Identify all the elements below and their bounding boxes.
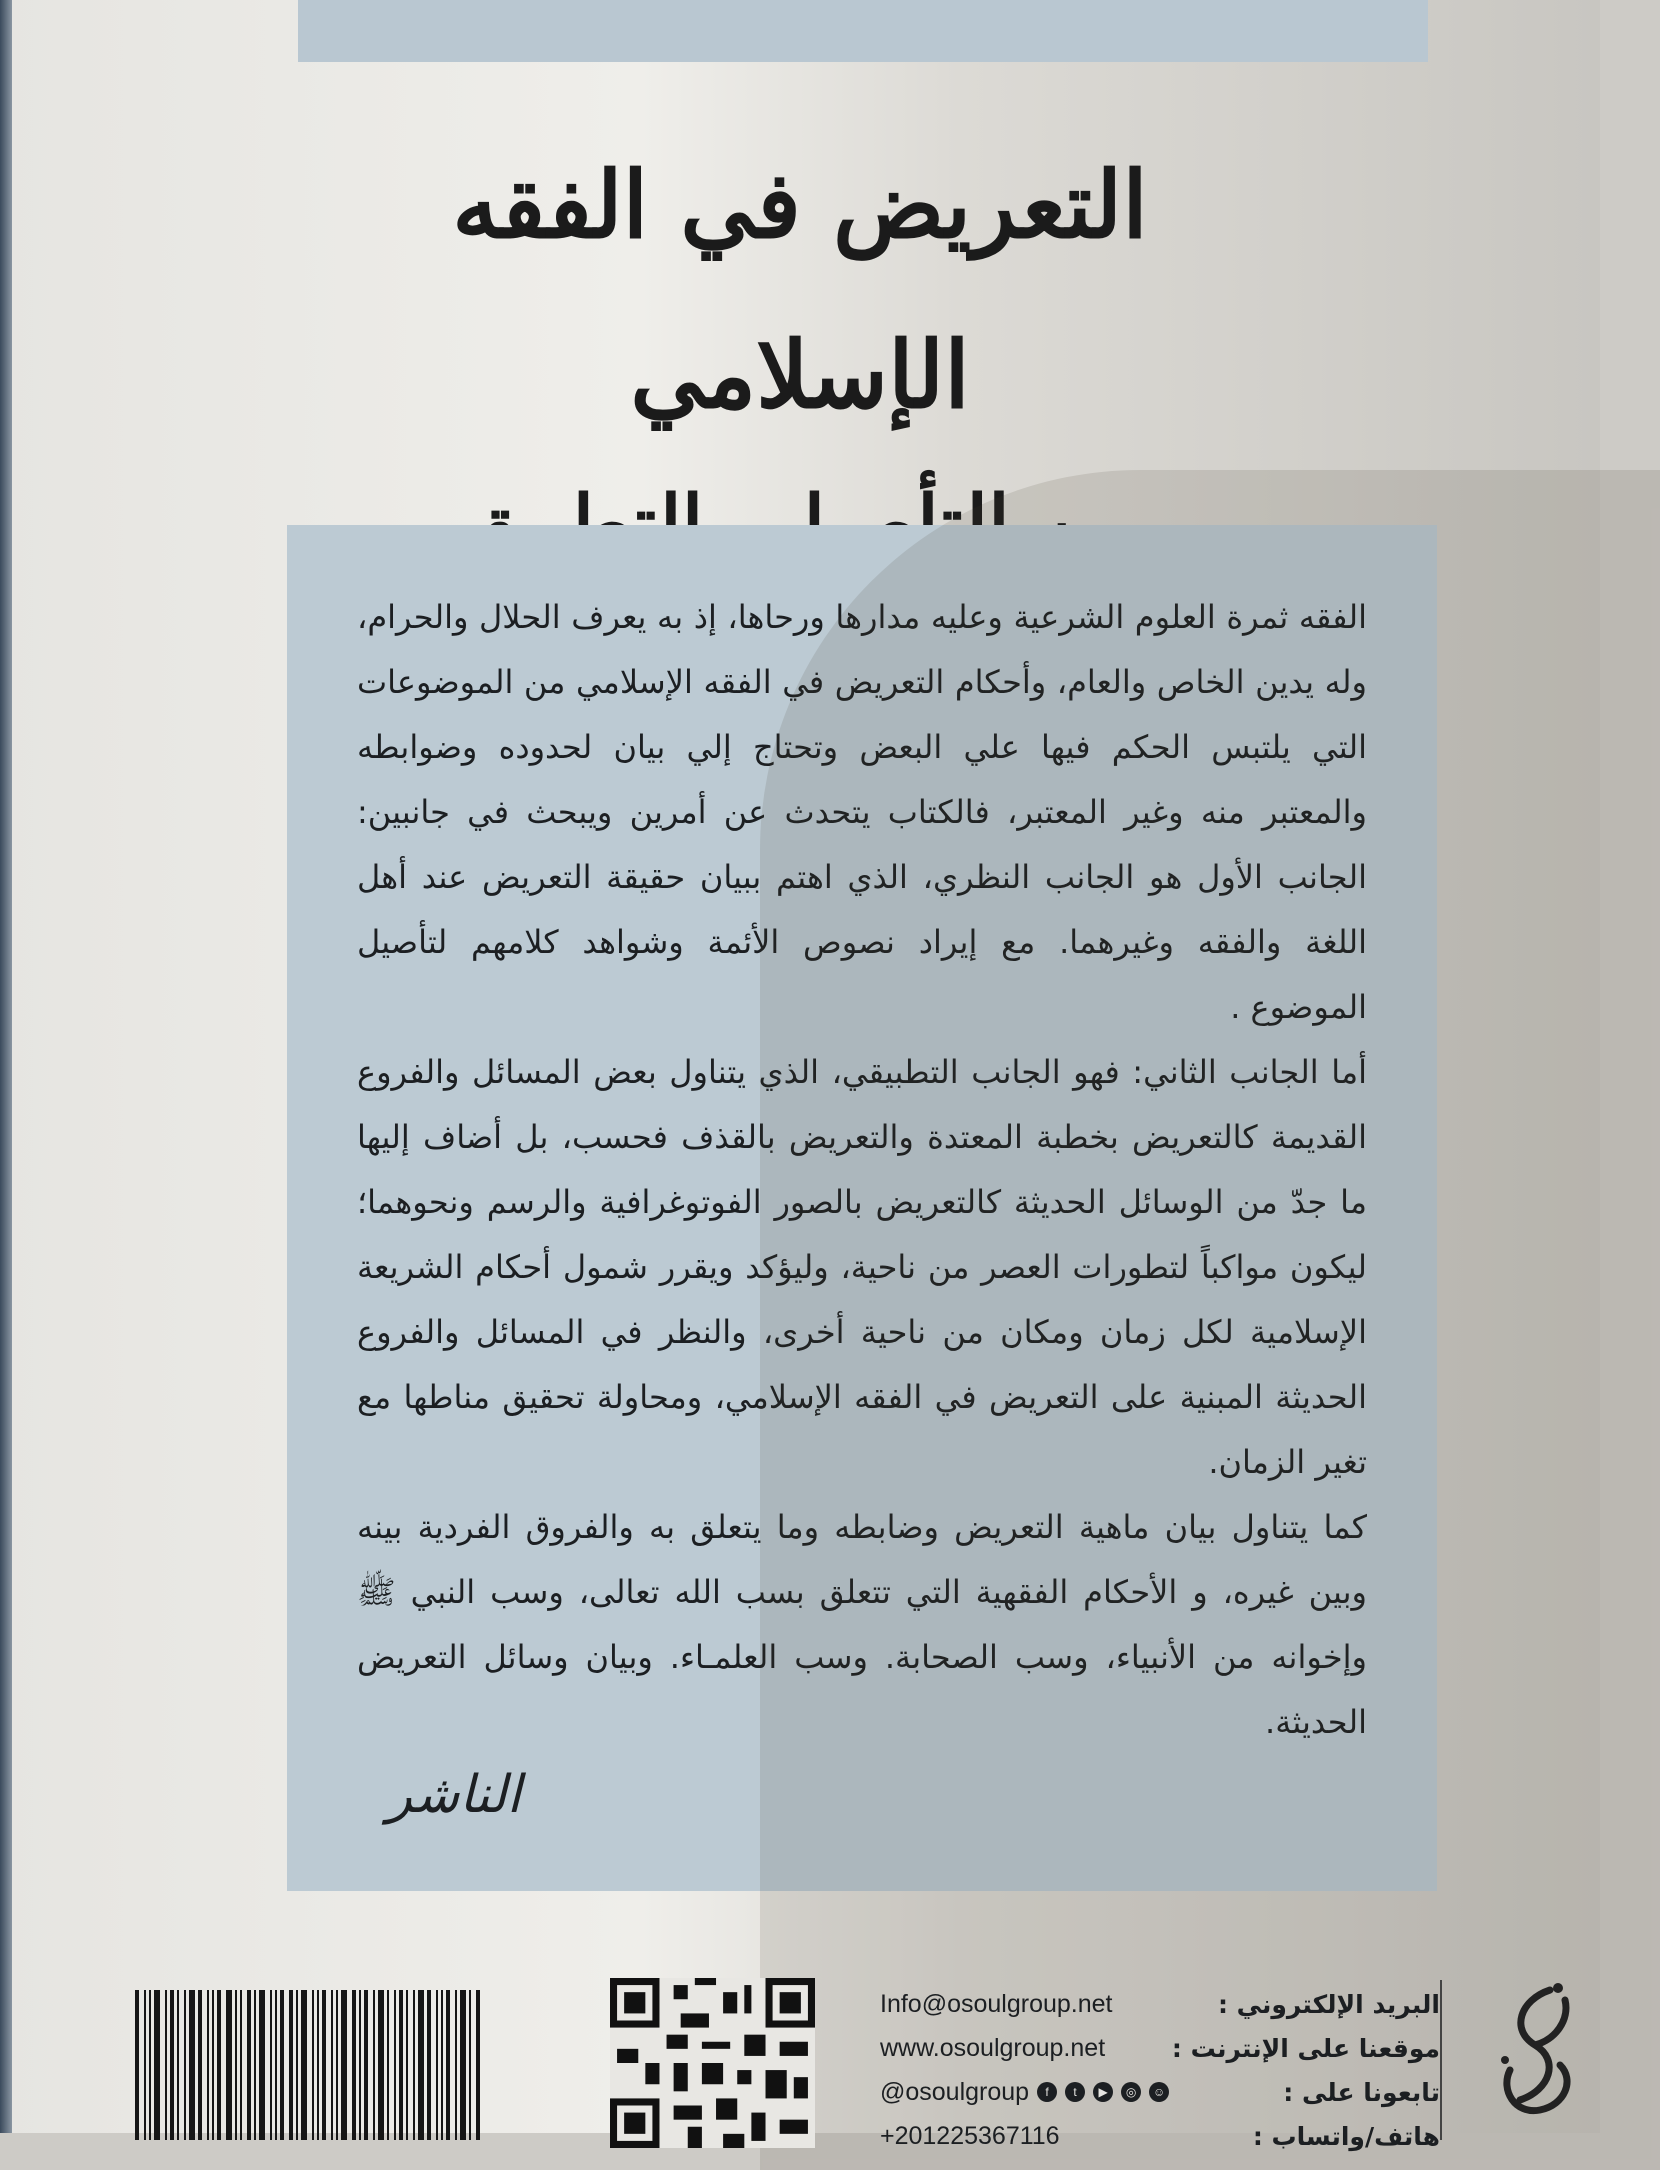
barcode-bar [275, 1990, 277, 2140]
instagram-icon[interactable]: ◎ [1121, 2082, 1141, 2102]
barcode [135, 1990, 520, 2140]
facebook-icon[interactable]: f [1037, 2082, 1057, 2102]
barcode-bar [212, 1990, 214, 2140]
barcode-bar [436, 1990, 438, 2140]
follow-label: تابعونا على : [1283, 2077, 1440, 2107]
barcode-bar [317, 1990, 319, 2140]
email-label: البريد الإلكتروني : [1217, 1989, 1440, 2019]
barcode-bar [394, 1990, 396, 2140]
barcode-bar [322, 1990, 326, 2140]
barcode-bar [154, 1990, 160, 2140]
barcode-bar [469, 1990, 471, 2140]
barcode-bar [373, 1990, 375, 2140]
phone-label: هاتف/واتساب : [1252, 2121, 1440, 2151]
contact-phone-row [880, 2114, 1440, 2158]
barcode-bar [280, 1990, 284, 2140]
barcode-bar [413, 1990, 415, 2140]
barcode-bar [441, 1990, 443, 2140]
barcode-bar [149, 1990, 151, 2140]
qr-code-icon [610, 1978, 815, 2148]
barcode-bar [446, 1990, 450, 2140]
email-value[interactable]: Info@osoulgroup.net [880, 1989, 1113, 2018]
website-value[interactable]: www.osoulgroup.net [880, 2033, 1106, 2062]
barcode-bar [378, 1990, 384, 2140]
barcode-bar [387, 1990, 389, 2140]
blurb-panel [287, 525, 1437, 1891]
top-color-band [298, 0, 1428, 62]
barcode-bar [170, 1990, 174, 2140]
barcode-bar [240, 1990, 242, 2140]
blurb-paragraph-2: أما الجانب الثاني: فهو الجانب التطبيقي، الذي يتناول بعض المسائل والفروع القديمة كالتعريض بخطبة المعتدة والتعريض بالقذف فحسب، بل أضاف إليها ما جدّ من الوسائل الحديثة كالتعريض بالصور الفوتوغرافية والرسم ونحوهما؛ ليكون مواكباً لتطورات العصر من ناحية، وليؤكد ويقرر شمول أحكام الشريعة الإسلامية لكل زمان ومكان من ناحية أخرى، والنظر في المسائل والفروع الحديثة المبنية على التعريض في الفقه الإسلامي، ومحاولة تحقيق مناطها مع تغير الزمان. [357, 1053, 1367, 1481]
book-title [300, 120, 1300, 590]
social-handle-group [880, 2078, 1169, 2107]
snapchat-icon[interactable]: ☺ [1149, 2082, 1169, 2102]
barcode-bar [226, 1990, 232, 2140]
barcode-bar [207, 1990, 209, 2140]
barcode-bar [144, 1990, 146, 2140]
footer [0, 1960, 1600, 2151]
contact-email-row [880, 1982, 1440, 2026]
barcode-bar [331, 1990, 333, 2140]
barcode-bar [359, 1990, 361, 2140]
spine-edge [0, 0, 12, 2133]
barcode-bar [165, 1990, 167, 2140]
barcode-bar [184, 1990, 186, 2140]
barcode-bar [235, 1990, 237, 2140]
barcode-bar [270, 1990, 272, 2140]
youtube-icon[interactable]: ▶ [1093, 2082, 1113, 2102]
barcode-bar [296, 1990, 298, 2140]
phone-value[interactable]: +201225367116 [880, 2121, 1060, 2150]
barcode-bar [352, 1990, 356, 2140]
social-handle[interactable]: @osoulgroup [880, 2077, 1030, 2106]
barcode-bar [198, 1990, 202, 2140]
title-main: التعريض في الفقه الإسلامي [452, 151, 1148, 429]
barcode-bar [189, 1990, 195, 2140]
publisher-contacts [880, 1982, 1440, 2158]
barcode-bar [254, 1990, 256, 2140]
barcode-bar [259, 1990, 265, 2140]
blurb-paragraph-1: الفقه ثمرة العلوم الشرعية وعليه مدارها ورحاها، إذ به يعرف الحلال والحرام، وله يدين الخاص والعام، وأحكام التعريض في الفقه الإسلامي من الموضوعات التي يلتبس الحكم فيها علي البعض وتحتاج إلي بيان لحدوده وضوابطه والمعتبر منه وغير المعتبر، فالكتاب يتحدث عن أمرين ويبحث في جانبين: الجانب الأول هو الجانب النظري، الذي اهتم ببيان حقيقة التعريض عند أهل اللغة والفقه وغيرهما. مع إيراد نصوص الأئمة وشواهد كلامهم لتأصيل الموضوع . [357, 598, 1367, 1026]
barcode-bar [364, 1990, 368, 2140]
twitter-icon[interactable]: t [1065, 2082, 1085, 2102]
barcode-bar [135, 1990, 139, 2140]
barcode-bar [177, 1990, 179, 2140]
blurb-paragraph-3: كما يتناول بيان ماهية التعريض وضابطه وما يتعلق به والفروق الفردية بينه وبين غيره، و الأحكام الفقهية التي تتعلق بسب الله تعالى، وسب النبي ﷺ وإخوانه من الأنبياء، وسب الصحابة. وسب العلمـاء. وبيان وسائل التعريض الحديثة. [357, 1508, 1367, 1741]
contact-social-row [880, 2070, 1440, 2114]
publisher-signature: الناشر [387, 1765, 522, 1825]
barcode-bar [336, 1990, 338, 2140]
barcode-bar [247, 1990, 251, 2140]
barcode-bar [406, 1990, 408, 2140]
barcode-bar [341, 1990, 347, 2140]
barcode-bar [455, 1990, 457, 2140]
barcode-bar [217, 1990, 221, 2140]
contact-website-row [880, 2026, 1440, 2070]
barcode-bar [301, 1990, 307, 2140]
barcode-bar [476, 1990, 480, 2140]
barcode-bar [460, 1990, 466, 2140]
barcode-bar [427, 1990, 431, 2140]
website-label: موقعنا على الإنترنت : [1171, 2033, 1440, 2063]
barcode-bar [312, 1990, 314, 2140]
publisher-logo-icon [1480, 1970, 1590, 2130]
barcode-bar [418, 1990, 424, 2140]
footer-divider [1440, 1980, 1442, 2140]
barcode-bar [289, 1990, 293, 2140]
barcode-bar [399, 1990, 403, 2140]
